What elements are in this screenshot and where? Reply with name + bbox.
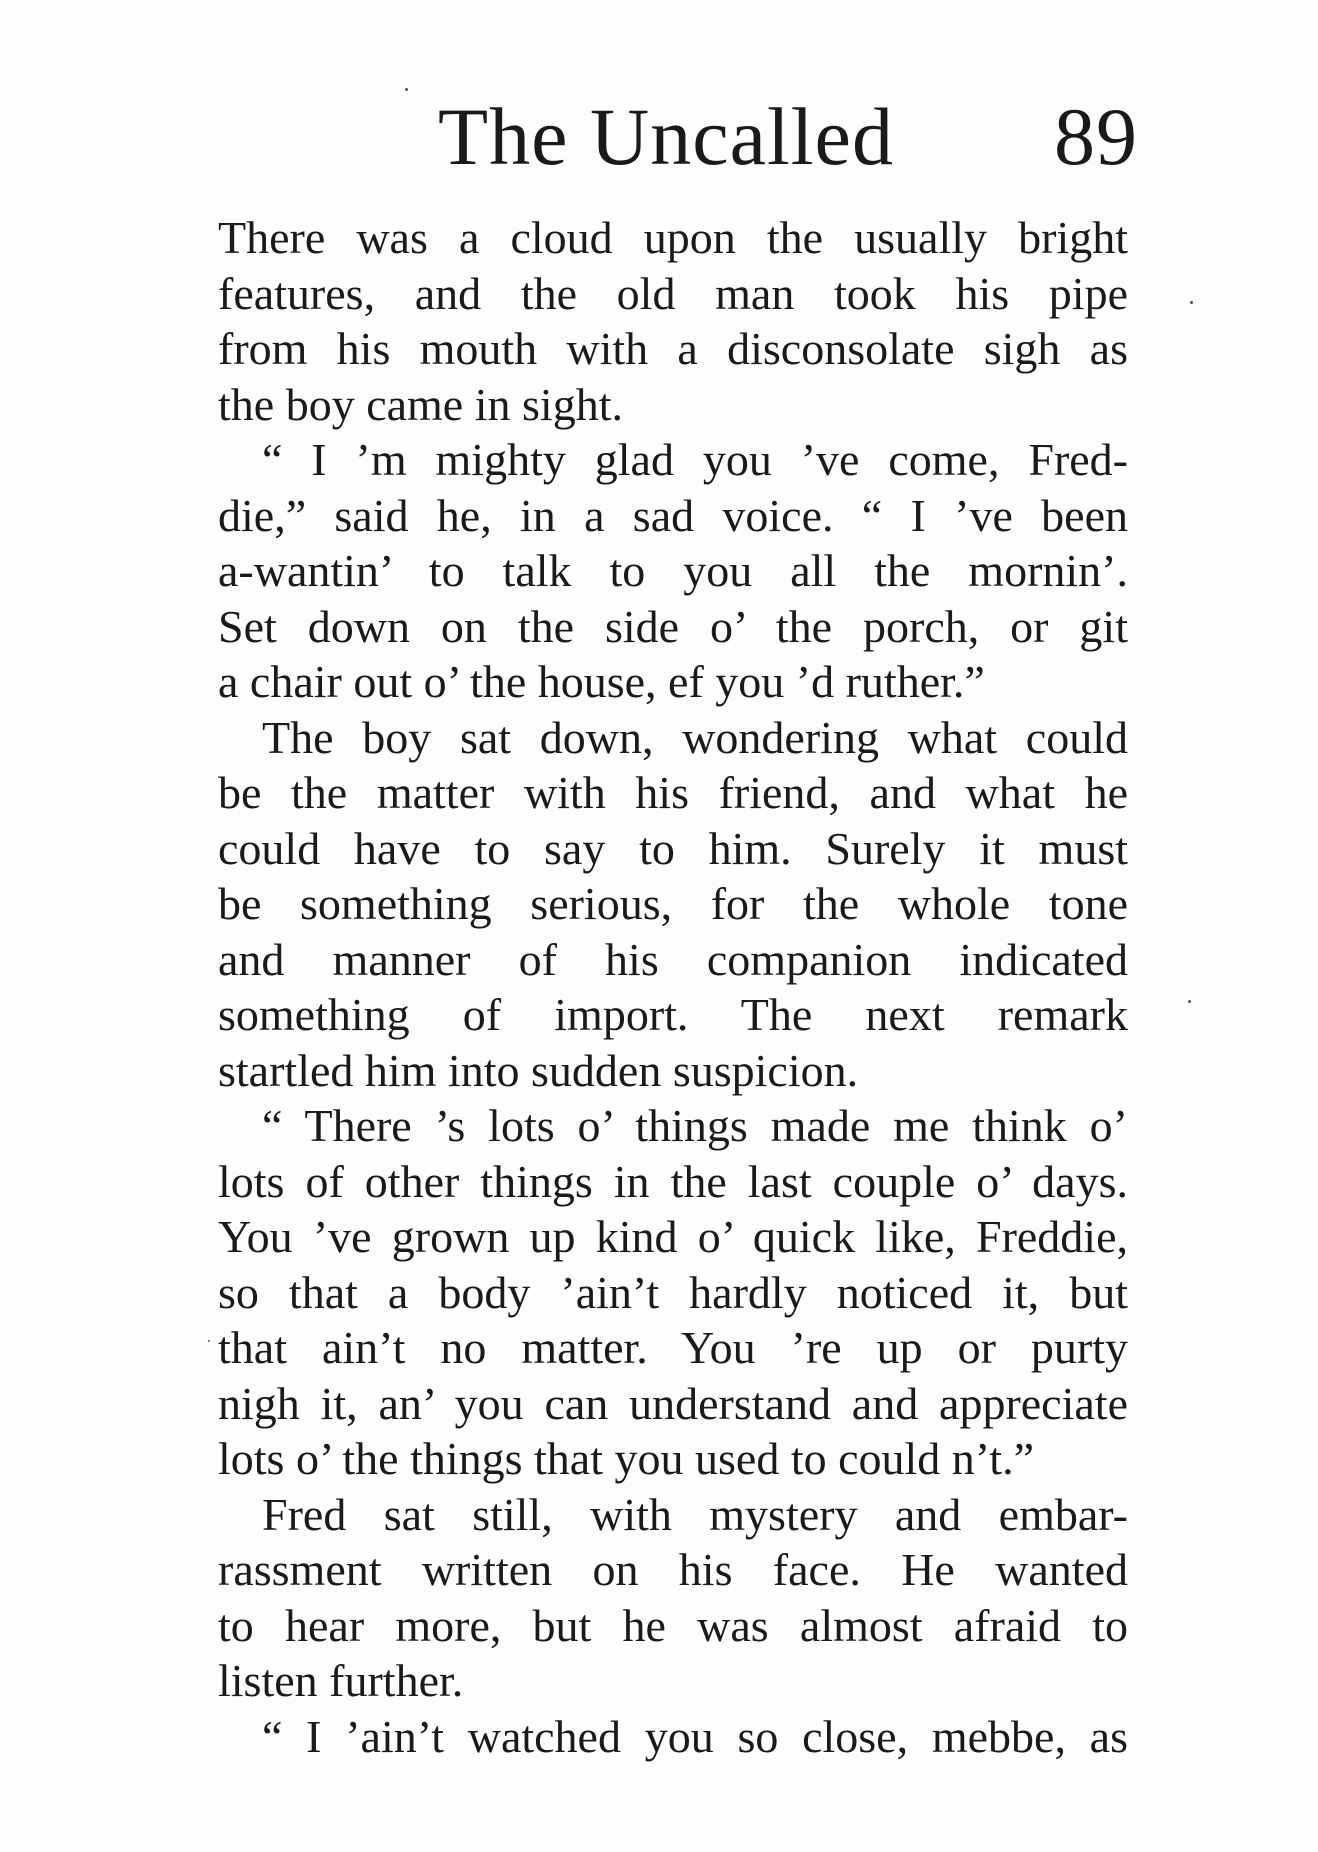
text-line: the boy came in sight. bbox=[218, 378, 623, 430]
text-line: be something serious, for the whole tone bbox=[218, 878, 1128, 929]
text-line: so that a body ’ain’t hardly noticed it, but bbox=[218, 1266, 1128, 1318]
text-line: Fred sat still, with mystery and embar- bbox=[262, 1488, 1128, 1540]
text-line: could have to say to him. Surely it must bbox=[218, 822, 1128, 874]
text-line: listen further. bbox=[218, 1655, 464, 1706]
text-line: The boy sat down, wondering what could bbox=[262, 711, 1128, 763]
text-line: rassment written on his face. He wanted bbox=[218, 1544, 1128, 1595]
text-line: You ’ve grown up kind o’ quick like, Freddie, bbox=[218, 1211, 1128, 1262]
text-line: “ I ’ain’t watched you so close, mebbe, as bbox=[262, 1710, 1128, 1762]
text-line: nigh it, an’ you can understand and appreciate bbox=[218, 1377, 1128, 1429]
scan-speck bbox=[208, 1340, 210, 1342]
scan-speck bbox=[405, 88, 408, 91]
text-line: that ain’t no matter. You ’re up or purty bbox=[218, 1322, 1128, 1373]
text-line: to hear more, but he was almost afraid to bbox=[218, 1599, 1128, 1651]
text-line: features, and the old man took his pipe bbox=[218, 267, 1128, 319]
text-line: and manner of his companion indicated bbox=[218, 933, 1128, 985]
body-text bbox=[218, 210, 1128, 1764]
text-line: “ I ’m mighty glad you ’ve come, Fred- bbox=[262, 434, 1128, 485]
text-line: startled him into sudden suspicion. bbox=[218, 1044, 859, 1096]
text-line: a-wantin’ to talk to you all the mornin’. bbox=[218, 545, 1128, 596]
text-line: from his mouth with a disconsolate sigh as bbox=[218, 323, 1128, 374]
scan-speck bbox=[1190, 301, 1193, 304]
text-line: something of import. The next remark bbox=[218, 989, 1128, 1040]
text-line: There was a cloud upon the usually bright bbox=[218, 212, 1128, 263]
text-line: a chair out o’ the house, ef you ’d ruther.” bbox=[218, 656, 985, 707]
running-header bbox=[438, 92, 1138, 182]
running-title: The Uncalled bbox=[438, 91, 894, 182]
text-line: Set down on the side o’ the porch, or git bbox=[218, 600, 1128, 652]
text-line: be the matter with his friend, and what he bbox=[218, 767, 1128, 818]
text-line: lots o’ the things that you used to could n’t.” bbox=[218, 1433, 1034, 1484]
text-line: die,” said he, in a sad voice. “ I ’ve been bbox=[218, 489, 1128, 541]
text-line: “ There ’s lots o’ things made me think o’ bbox=[262, 1100, 1128, 1151]
page-number: 89 bbox=[1054, 91, 1138, 182]
text-line: lots of other things in the last couple o’ days. bbox=[218, 1155, 1128, 1207]
scan-speck bbox=[1188, 1000, 1191, 1003]
